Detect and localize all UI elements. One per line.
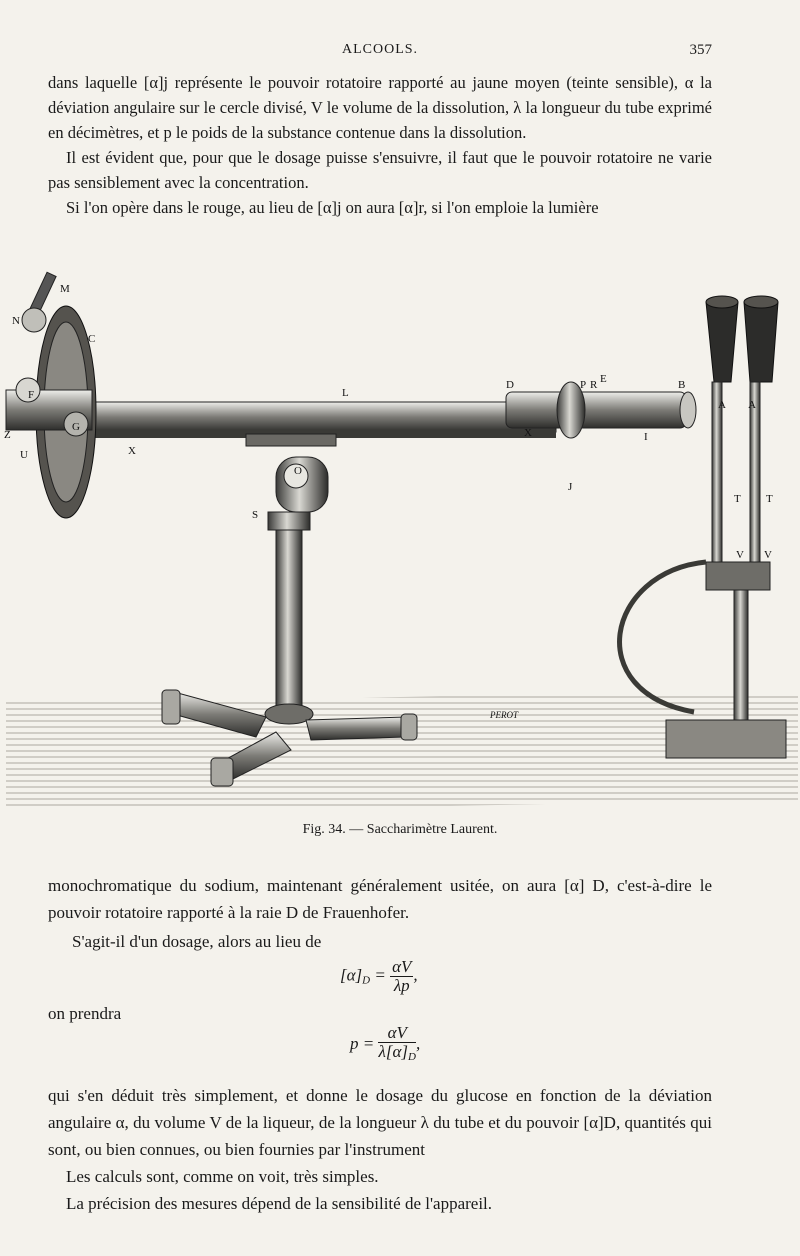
paragraph-4: monochromatique du sodium, maintenant généralement usitée, on aura [α] D, c'est-à-dire le pouvoir rotatoire rapporté à la raie D de Frauenhofer. [48,876,712,922]
figure-label-r: R [590,379,598,391]
figure-label-x-left: X [128,445,136,457]
figure-label-z: Z [4,429,11,441]
figure-caption: Fig. 34. — Saccharimètre Laurent. [302,822,498,837]
figure-label-b: B [678,379,686,391]
bottom-text [48,872,712,926]
figure-label-c: C [88,333,96,345]
final-text [48,1082,712,1217]
formula-2-denominator [378,1043,415,1066]
figure-label-o: O [294,465,302,477]
engraver-signature: PEROT [490,710,518,720]
figure-label-e: E [600,373,607,385]
figure-label-a-left: A [718,399,726,411]
figure-label-v-right: V [764,549,772,561]
figure-label-d: D [506,379,514,391]
paragraph-6: Les calculs sont, comme on voit, très simples. [66,1167,379,1186]
formula-1-eq: = [374,965,386,985]
formula-2-eq: = [362,1033,375,1053]
figure-label-t-left: T [734,493,741,505]
formula-lead-2: on prendra [48,1004,122,1023]
figure-label-p: P [580,379,587,391]
page-number: 357 [689,42,712,58]
formula-2 [350,1024,420,1066]
formula-1-lhs: [α] [340,965,363,985]
formula-1-sub: D [362,974,371,987]
figure-label-l: L [342,387,349,399]
formula-lead-1: S'agit-il d'un dosage, alors au lieu de [72,932,322,951]
figure-label-j: J [568,481,573,493]
formula-1-fraction [390,958,413,995]
formula-1-numerator: αV [392,957,412,976]
page-header [48,42,712,64]
formula-2-fraction [378,1024,415,1066]
figure-label-n: N [12,315,20,327]
figure-label-g: G [72,421,80,433]
formula-2-numerator: αV [378,1024,415,1043]
figure-label-i: I [644,431,648,443]
top-text [48,70,712,220]
saccharimeter-illustration [6,262,798,810]
running-head: ALCOOLS. [341,42,419,57]
formula-1-denominator: λp [393,976,410,995]
figure-label-a-right: A [748,399,756,411]
formula-2-tail: , [415,1033,421,1053]
paragraph-3: Si l'on opère dans le rouge, au lieu de [α]j on aura [α]r, si l'on emploie la lumière [66,198,599,217]
formula-1 [340,958,418,995]
paragraph-1: dans laquelle [α]j représente le pouvoir rotatoire rapporté au jaune moyen (teinte sensible), α la déviation angulaire sur le cercle divisé, V le volume de la dissolution, λ la longueur du tube exprimé en décimètres, et p le poids de la substance contenue dans la dissolution. [48,73,712,142]
figure-label-u: U [20,449,28,461]
figure-label-v-left: V [736,549,744,561]
formula-2-den-sub: D [408,1051,416,1063]
paragraph-2: Il est évident que, pour que le dosage puisse s'ensuivre, il faut que le pouvoir rotatoire ne varie pas sensiblement avec la concentration. [48,148,712,192]
figure-label-f: F [28,389,35,401]
figure-label-m: M [60,283,70,295]
paragraph-7: La précision des mesures dépend de la sensibilité de l'appareil. [66,1194,493,1213]
figure-label-x-right: X [524,427,532,439]
formula-2-lhs: p [350,1033,359,1053]
formula-1-tail: , [413,965,418,985]
paragraph-5: qui s'en déduit très simplement, et donne le dosage du glucose en fonction de la déviation angulaire α, du volume V de la liqueur, de la longueur λ du tube et du pouvoir [α]D, quantités qui sont, ou bien connues, ou bien fournies par l'instrument [48,1086,712,1159]
figure-label-t-right: T [766,493,773,505]
figure-label-s: S [252,509,259,521]
formula-2-den-main: λ[α] [378,1042,409,1061]
saccharimeter-engraving [6,262,798,810]
